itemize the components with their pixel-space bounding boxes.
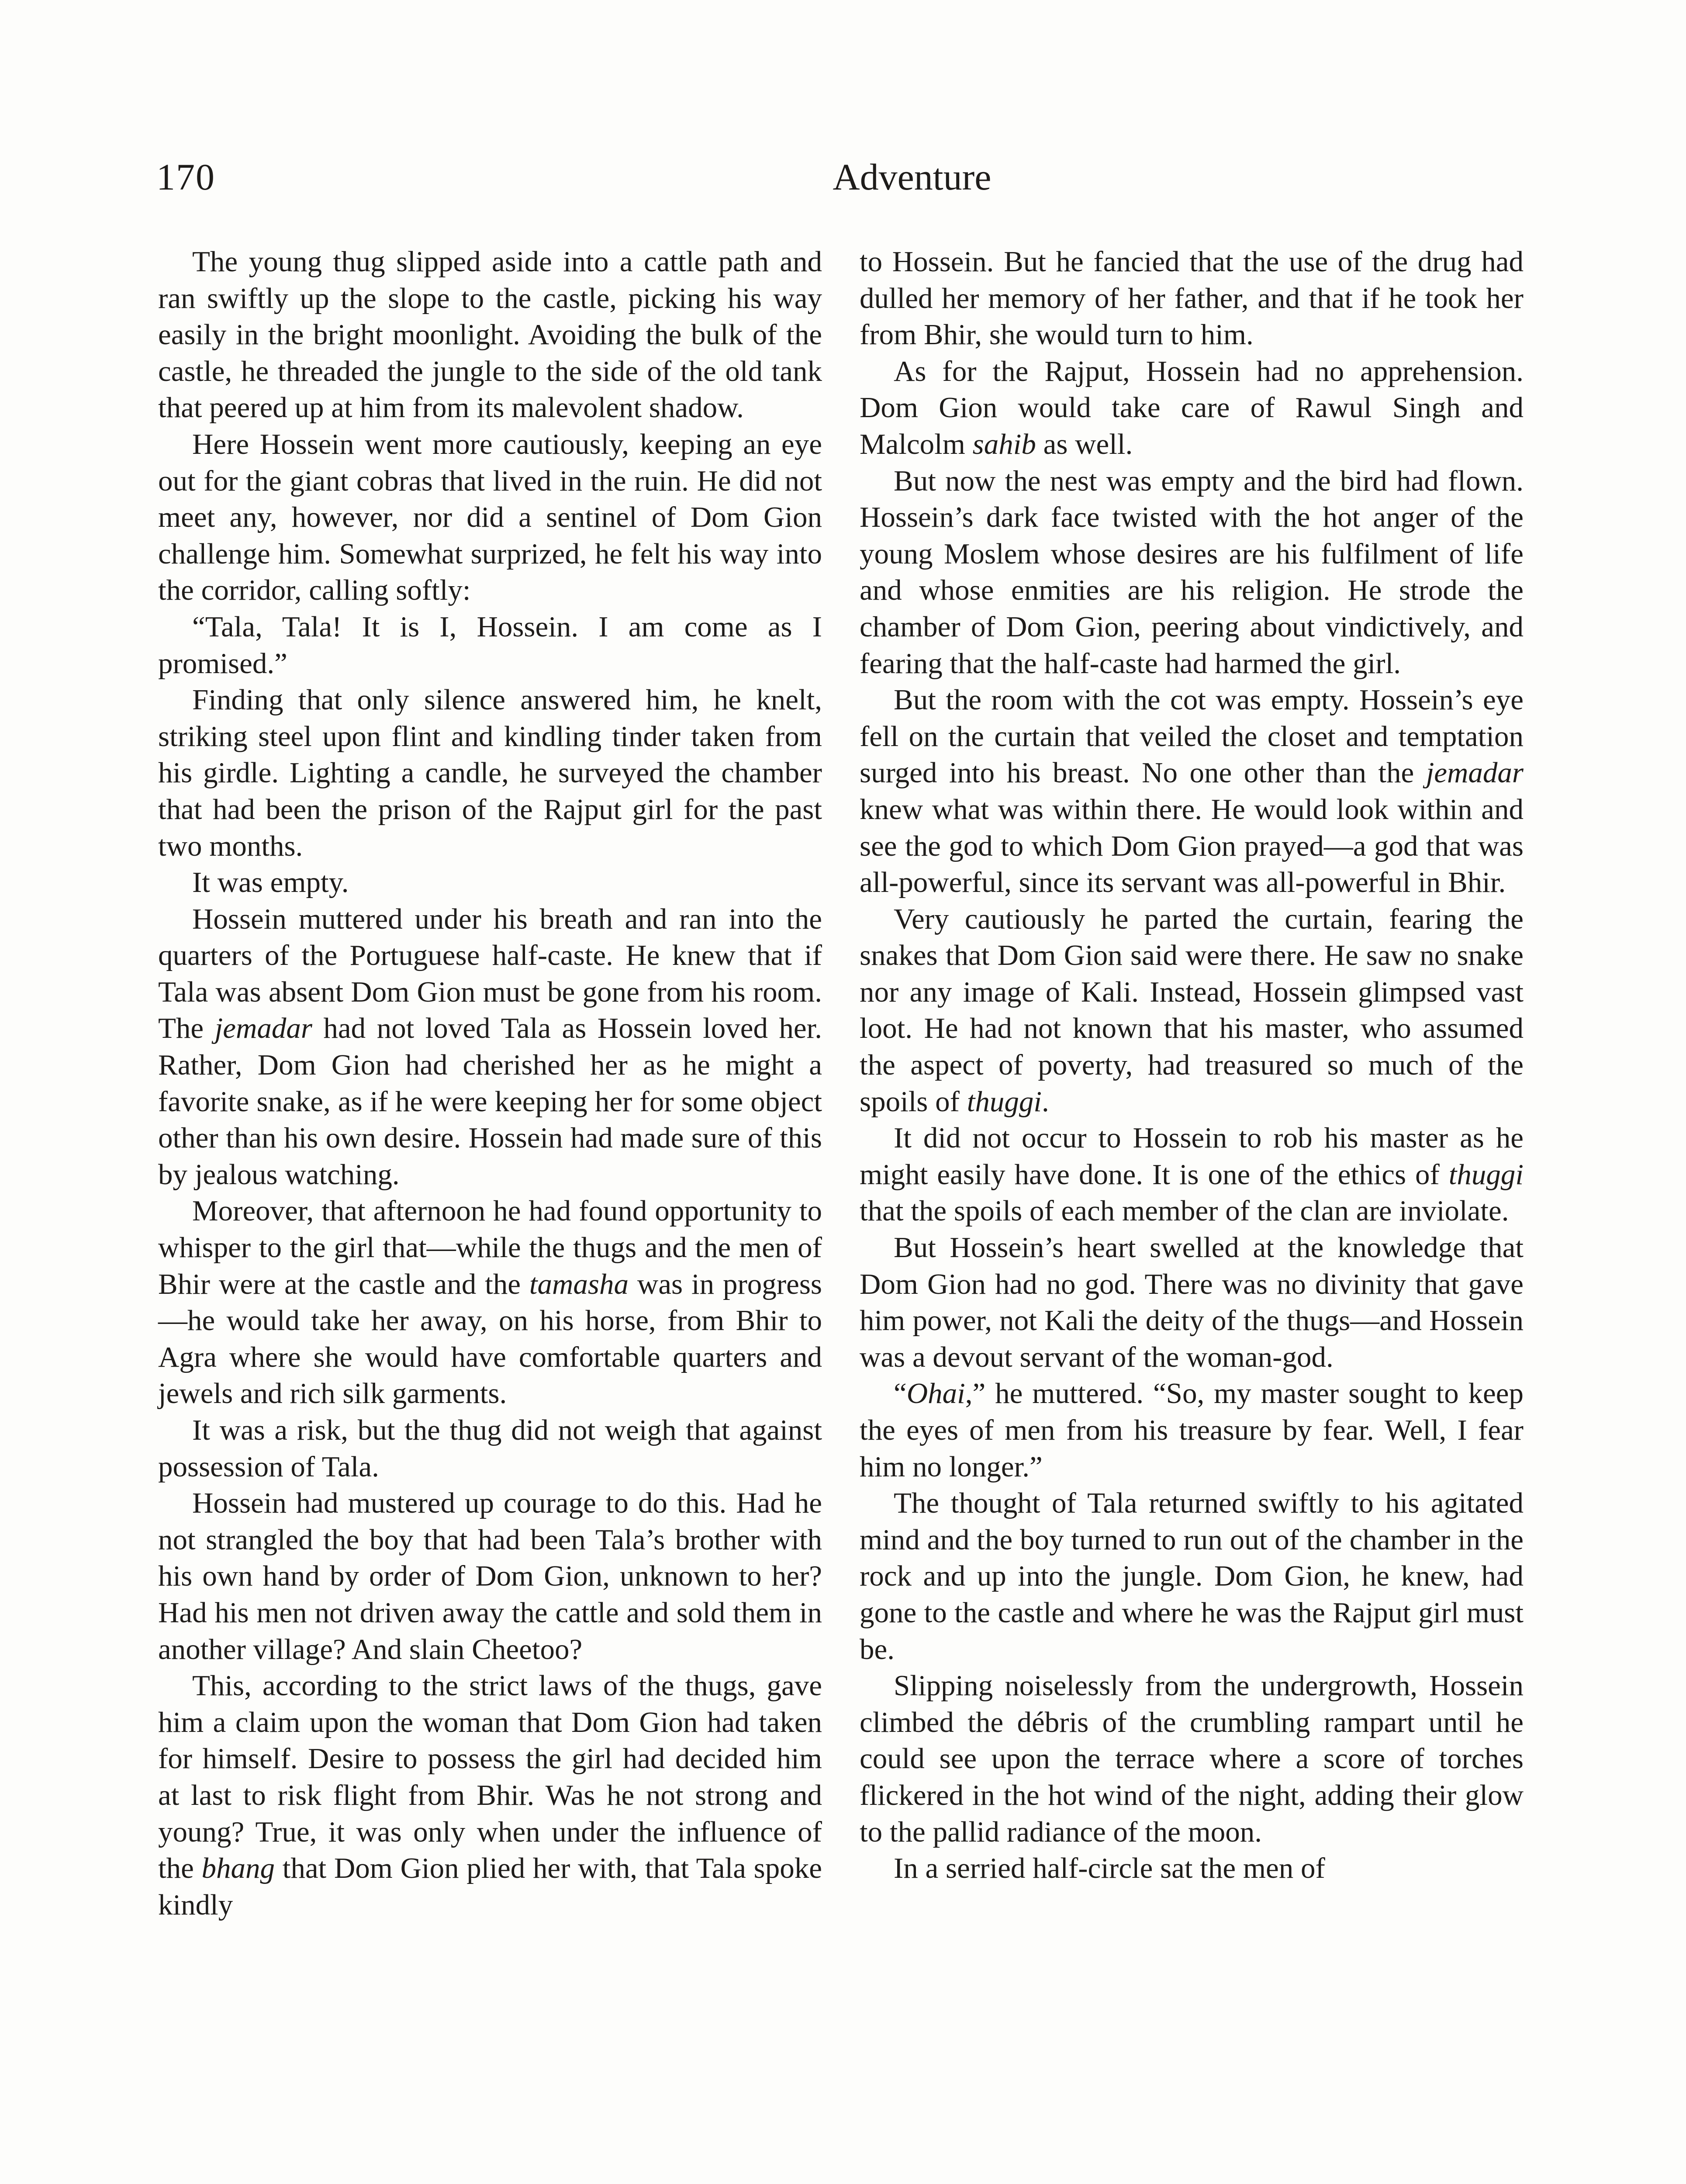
- italic-term: sahib: [972, 428, 1036, 460]
- paragraph: [158, 901, 822, 1193]
- paragraph: [158, 1412, 822, 1485]
- text-run: “Tala, Tala! It is I, Hossein. I am come as I promised.”: [158, 610, 822, 680]
- italic-term: thuggi: [1448, 1158, 1524, 1191]
- text-run: But now the nest was empty and the bird had flown. Hossein’s dark face twisted with the hot anger of the young Moslem whose desires are his fulfilment of life and whose enmities are his religion. He strode the chamber of Dom Gion, peering about vindictively, and fearing that the half-caste had harmed the girl.: [860, 464, 1524, 680]
- paragraph: [158, 244, 822, 426]
- paragraph: [860, 1850, 1524, 1887]
- page-header: [156, 151, 1519, 207]
- italic-term: bhang: [201, 1852, 275, 1885]
- paragraph: [860, 1230, 1524, 1375]
- paragraph: [860, 901, 1524, 1120]
- italic-term: tamasha: [529, 1268, 629, 1300]
- left-text-column: [158, 244, 822, 1923]
- text-run: was in progress —he would take her away, on his horse, from Bhir to Agra where she would have comfortable quarters and jewels and rich silk garments.: [158, 1268, 822, 1410]
- paragraph: [860, 1668, 1524, 1850]
- paragraph: [158, 1668, 822, 1923]
- text-run: But Hossein’s heart swelled at the knowledge that Dom Gion had no god. There was no divinity that gave him power, not Kali the deity of the thugs—and Hossein was a devout servant of the woman-god.: [860, 1231, 1524, 1373]
- text-run: The young thug slipped aside into a cattle path and ran swiftly up the slope to the castle, picking his way easily in the bright moonlight. Avoiding the bulk of the castle, he threaded the jungle to the side of the old tank that peered up at him from its malevolent shadow.: [158, 245, 822, 424]
- text-run: .: [1041, 1085, 1049, 1118]
- italic-term: Ohai: [906, 1377, 965, 1410]
- text-run: Moreover, that afternoon he had found opportunity to whisper to the girl that—while the thugs and the men of Bhir were at the castle and the: [158, 1195, 822, 1300]
- paragraph: [860, 1120, 1524, 1230]
- running-title: Adventure: [833, 156, 992, 198]
- text-run: as well.: [1036, 428, 1133, 460]
- text-run: It did not occur to Hossein to rob his master as he might easily have done. It is one of the ethics of: [860, 1122, 1524, 1191]
- paragraph: [860, 244, 1524, 353]
- text-run: In a serried half-circle sat the men of: [894, 1852, 1325, 1885]
- paragraph: [860, 682, 1524, 901]
- right-text-column: [860, 244, 1524, 1887]
- paragraph: [860, 1375, 1524, 1485]
- text-run: It was a risk, but the thug did not weigh that against possession of Tala.: [158, 1414, 822, 1483]
- italic-term: jemadar: [1426, 757, 1524, 789]
- paragraph: [158, 1193, 822, 1412]
- text-run: The thought of Tala returned swiftly to his agitated mind and the boy turned to run out of the chamber in the rock and up into the jungle. Dom Gion, he knew, had gone to the castle and where he was the Rajput girl must be.: [860, 1487, 1524, 1666]
- text-run: ,” he muttered. “So, my master sought to keep the eyes of men from his treasure by fear. Well, I fear him no longer.”: [860, 1377, 1524, 1483]
- paragraph: [158, 426, 822, 609]
- text-run: “: [894, 1377, 907, 1410]
- text-run: Slipping noiselessly from the undergrowth, Hossein climbed the débris of the crumbling rampart until he could see upon the terrace where a score of torches flickered in the hot wind of the night, adding their glow to the pallid radiance of the moon.: [860, 1669, 1524, 1848]
- text-run: Hossein muttered under his breath and ran into the quarters of the Portuguese half-caste. He knew that if Tala was absent Dom Gion must be gone from his room. The: [158, 902, 822, 1045]
- italic-term: jemadar: [214, 1012, 312, 1045]
- paragraph: [860, 353, 1524, 463]
- text-run: But the room with the cot was empty. Hossein’s eye fell on the curtain that veiled the closet and temptation surged into his breast. No one other than the: [860, 684, 1524, 789]
- paragraph: [158, 609, 822, 682]
- text-run: that Dom Gion plied her with, that Tala spoke kindly: [158, 1852, 822, 1921]
- text-run: Hossein had mustered up courage to do this. Had he not strangled the boy that had been Tala’s brother with his own hand by order of Dom Gion, unknown to her? Had his men not driven away the cattle and sold them in another village? And slain Cheetoo?: [158, 1487, 822, 1666]
- text-run: As for the Rajput, Hossein had no apprehension. Dom Gion would take care of Rawul Singh and Malcolm: [860, 355, 1524, 460]
- text-run: Here Hossein went more cautiously, keeping an eye out for the giant cobras that lived in the ruin. He did not meet any, however, nor did a sentinel of Dom Gion challenge him. Somewhat surprized, he felt his way into the corridor, calling softly:: [158, 428, 822, 607]
- page-number: 170: [156, 156, 215, 198]
- text-run: Finding that only silence answered him, he knelt, striking steel upon flint and kindling tinder taken from his girdle. Lighting a candle, he surveyed the chamber that had been the prison of the Rajput girl for the past two months.: [158, 684, 822, 862]
- text-run: to Hossein. But he fancied that the use of the drug had dulled her memory of her father, and that if he took her from Bhir, she would turn to him.: [860, 245, 1524, 351]
- text-run: knew what was within there. He would look within and see the god to which Dom Gion prayed—a god that was all-powerful, since its servant was all-powerful in Bhir.: [860, 793, 1524, 899]
- text-run: had not loved Tala as Hossein loved her. Rather, Dom Gion had cherished her as he might a favorite snake, as if he were keeping her for some object other than his own desire. Hossein had made sure of this by jealous watching.: [158, 1012, 822, 1191]
- paragraph: [158, 864, 822, 901]
- text-run: Very cautiously he parted the curtain, fearing the snakes that Dom Gion said were there. He saw no snake nor any image of Kali. Instead, Hossein glimpsed vast loot. He had not known that his master, who assumed the aspect of poverty, had treasured so much of the spoils of: [860, 902, 1524, 1118]
- paragraph: [860, 1485, 1524, 1668]
- text-run: This, according to the strict laws of the thugs, gave him a claim upon the woman that Dom Gion had taken for himself. Desire to possess the girl had decided him at last to risk flight from Bhir. Was he not strong and young? True, it was only when under the influence of the: [158, 1669, 822, 1885]
- paragraph: [158, 1485, 822, 1668]
- paragraph: [158, 682, 822, 864]
- text-run: It was empty.: [192, 866, 349, 899]
- italic-term: thuggi: [967, 1085, 1042, 1118]
- text-run: that the spoils of each member of the clan are inviolate.: [860, 1195, 1509, 1227]
- paragraph: [860, 463, 1524, 682]
